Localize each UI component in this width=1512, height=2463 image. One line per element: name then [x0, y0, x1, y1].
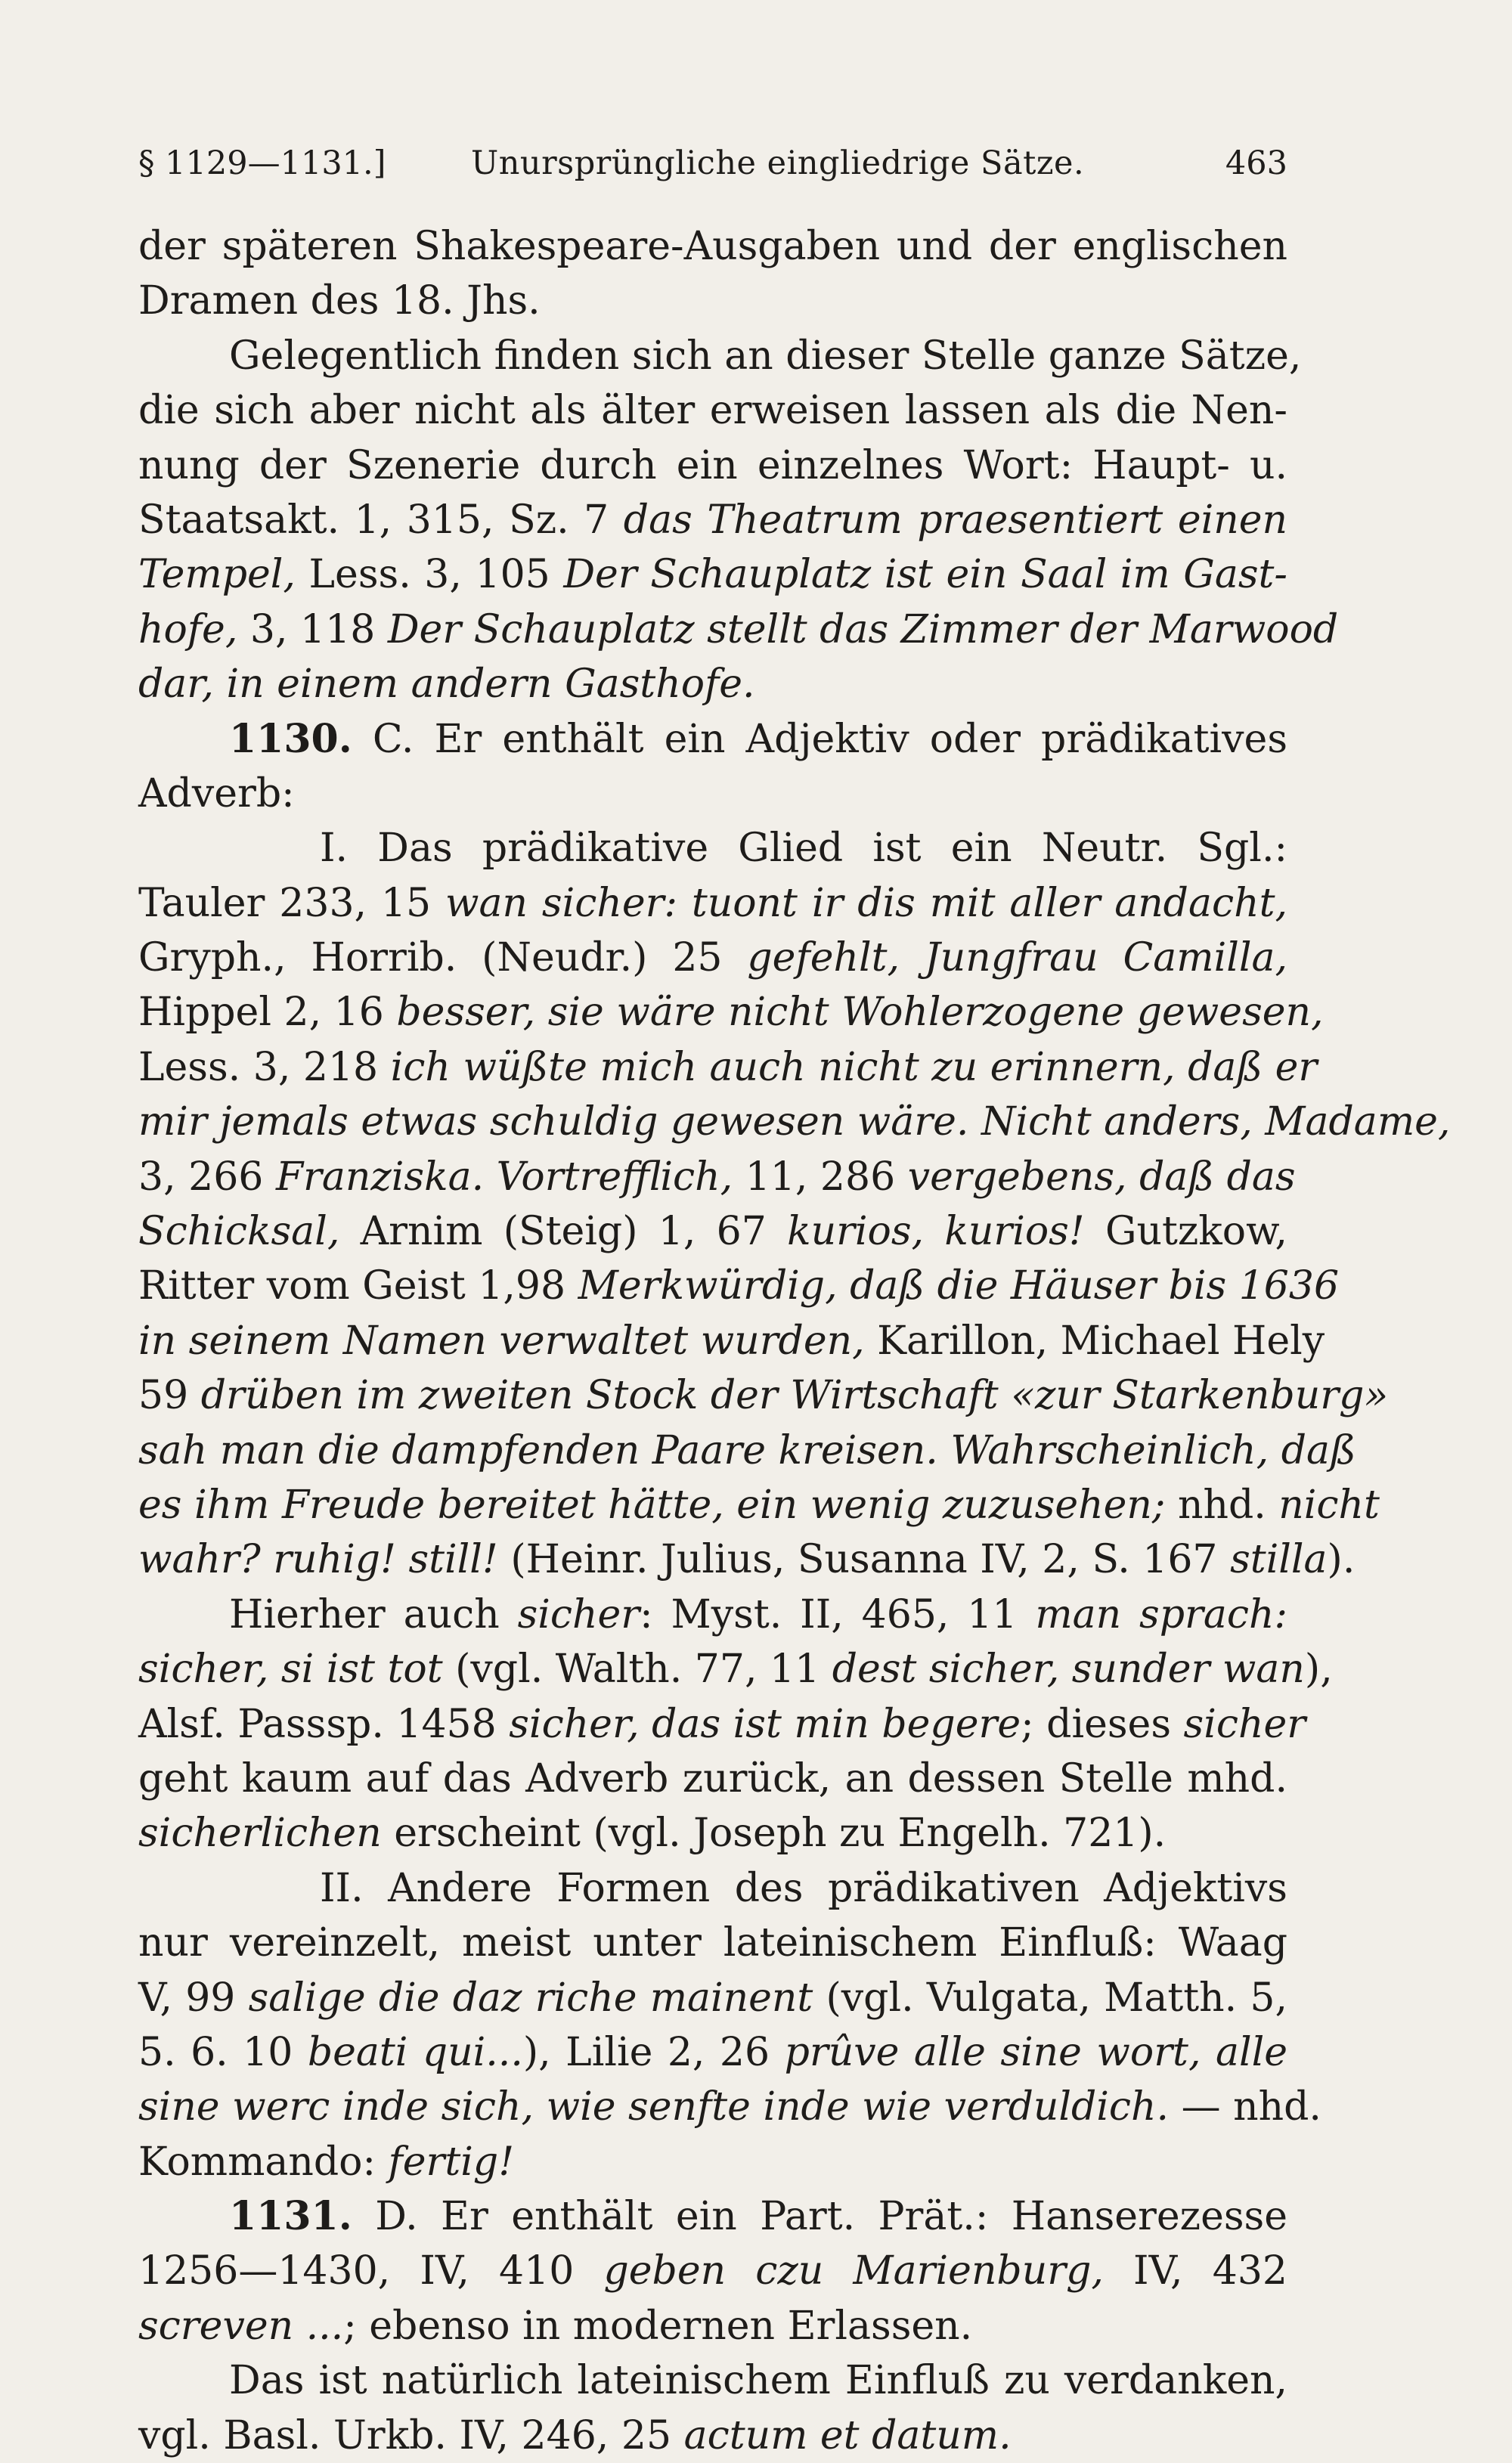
text-line: es ihm Freude bereitet hätte, ein wenig zuzusehen; nhd. nicht [138, 1482, 1380, 1528]
chapter-title: Unursprüngliche eingliedrige Sätze. [471, 144, 1085, 182]
text-line: nung der Szenerie durch ein einzelnes Wort: Haupt- u. [138, 442, 1287, 488]
text-line: die sich aber nicht als älter erweisen lassen als die Nen- [138, 388, 1287, 434]
paragraph-start: Gelegentlich finden sich an dieser Stelle ganze Sätze, [229, 333, 1302, 379]
text-line: 59 drüben im zweiten Stock der Wirtschaft «zur Starkenburg» [138, 1373, 1389, 1419]
text-line: Schicksal, Arnim (Steig) 1, 67 kurios, kurios! Gutzkow, [138, 1209, 1287, 1255]
section-1130-heading: 1130. C. Er enthält ein Adjektiv oder prädikatives [229, 715, 1287, 762]
running-head [138, 140, 1287, 187]
text-line: Tempel, Less. 3, 105 Der Schauplatz ist ein Saal im Gast- [138, 552, 1288, 598]
text-line: 1256—1430, IV, 410 geben czu Marienburg, IV, 432 [138, 2248, 1288, 2294]
text-line: geht kaum auf das Adverb zurück, an dessen Stelle mhd. [138, 1755, 1287, 1802]
paragraph-start: Hierher auch sicher: Myst. II, 465, 11 man sprach: [229, 1591, 1287, 1637]
text-line: 3, 266 Franziska. Vortrefflich, 11, 286 vergebens, daß das [138, 1154, 1296, 1200]
text-line: nur vereinzelt, meist unter lateinischem Einfluß: Waag [138, 1920, 1287, 1966]
text-line: sine werc inde sich, wie senfte inde wie verduldich. — nhd. [138, 2084, 1321, 2130]
body-text [138, 219, 1451, 2463]
text-line: der späteren Shakespeare-Ausgaben und der englischen [138, 224, 1287, 269]
text-line: sicherlichen erscheint (vgl. Joseph zu Engelh. 721). [138, 1811, 1167, 1857]
text-line: vgl. Basl. Urkb. IV, 246, 25 actum et datum. [138, 2412, 1012, 2458]
text-line: sah man die dampfenden Paare kreisen. Wahrscheinlich, daß [138, 1427, 1356, 1473]
text-line: V, 99 salige die daz riche mainent (vgl. Vulgata, Matth. 5, [138, 1975, 1287, 2021]
text-line: hofe, 3, 118 Der Schauplatz stellt das Zimmer der Marwood [138, 606, 1339, 652]
text-line: Dramen des 18. Jhs. [138, 278, 541, 324]
text-line: sicher, si ist tot (vgl. Walth. 77, 11 dest sicher, sunder wan), [138, 1647, 1333, 1693]
text-line: Ritter vom Geist 1,98 Merkwürdig, daß die Häuser bis 1636 [138, 1263, 1340, 1309]
text-line: Kommando: fertig! [138, 2139, 515, 2185]
text-line: mir jemals etwas schuldig gewesen wäre. Nicht anders, Madame, [138, 1099, 1451, 1145]
subsection-II: II. Andere Formen des prädikativen Adjektivs [320, 1865, 1287, 1911]
text-line: Adverb: [138, 770, 295, 816]
section-number: 1131. [229, 2193, 352, 2240]
subsection-I: I. Das prädikative Glied ist ein Neutr. Sgl.: [320, 826, 1287, 872]
text-line: Tauler 233, 15 wan sicher: tuont ir dis mit aller andacht, [138, 880, 1288, 926]
text-line: Less. 3, 218 ich wüßte mich auch nicht zu erinnern, daß er [138, 1044, 1318, 1090]
section-range: § 1129—1131.] [138, 144, 386, 182]
text-line: Staatsakt. 1, 315, Sz. 7 das Theatrum praesentiert einen [138, 497, 1287, 543]
text-line: wahr? ruhig! still! (Heinr. Julius, Susanna IV, 2, S. 167 stilla). [138, 1537, 1356, 1583]
paragraph-start: Das ist natürlich lateinischem Einfluß zu verdanken, [229, 2358, 1287, 2404]
text-line: Hippel 2, 16 besser, sie wäre nicht Wohlerzogene gewesen, [138, 990, 1324, 1036]
text-line: Alsf. Passsp. 1458 sicher, das ist min begere; dieses sicher [138, 1701, 1306, 1747]
text-line: dar, in einem andern Gasthofe. [138, 661, 755, 708]
text-line: in seinem Namen verwaltet wurden, Karillon, Michael Hely [138, 1318, 1325, 1364]
text-line: 5. 6. 10 beati qui...), Lilie 2, 26 prûve alle sine wort, alle [138, 2029, 1287, 2075]
section-1131-heading: 1131. D. Er enthält ein Part. Prät.: Hanserezesse [229, 2193, 1287, 2240]
section-number: 1130. [229, 715, 352, 762]
page-number: 463 [1225, 144, 1287, 182]
text-line: screven ...; ebenso in modernen Erlassen. [138, 2303, 973, 2349]
text-line: Gryph., Horrib. (Neudr.) 25 gefehlt, Jungfrau Camilla, [138, 935, 1287, 981]
